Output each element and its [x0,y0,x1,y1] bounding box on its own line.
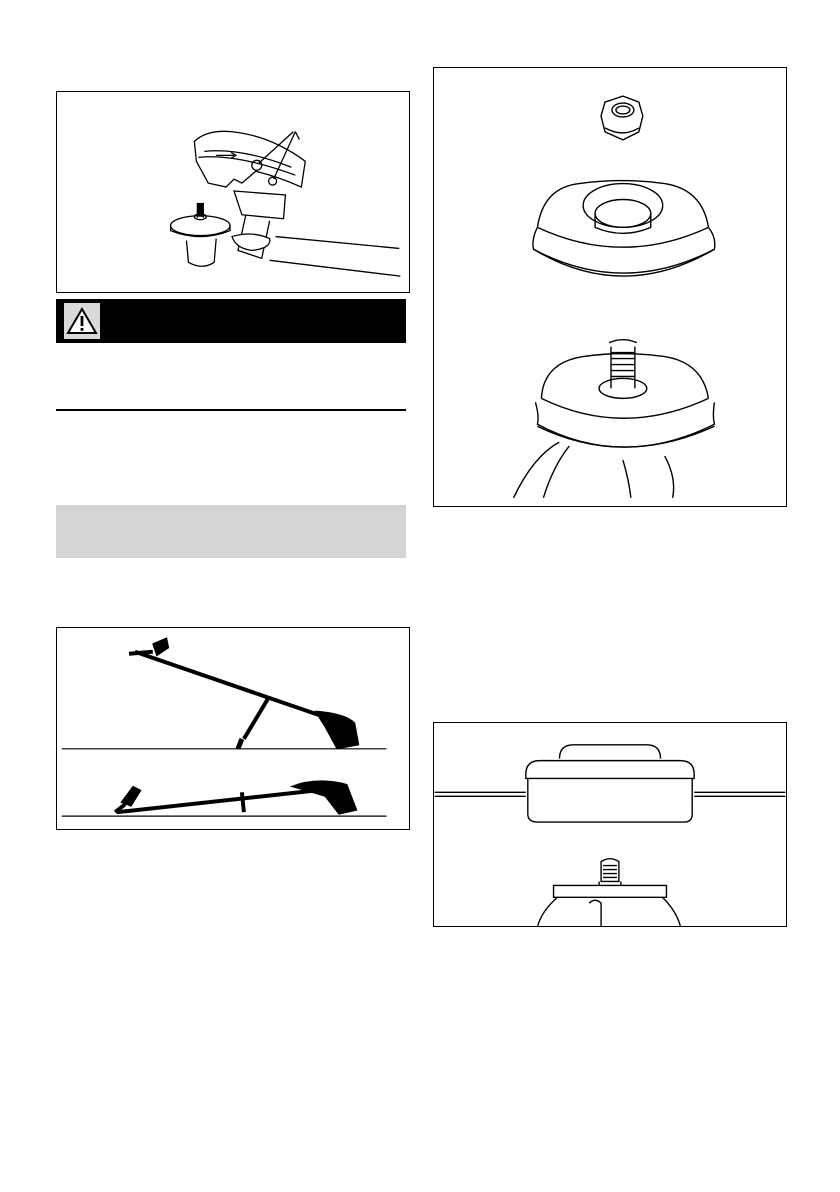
trimmer-position-illustration [57,628,409,829]
head-parts-illustration [434,68,786,506]
spool-figure [433,722,787,927]
section-divider [56,409,406,411]
note-box [56,505,406,558]
guard-figure [56,91,410,293]
trimmer-position-figure [56,627,410,830]
warning-banner [56,299,406,343]
guard-illustration [57,92,409,292]
warning-triangle-icon [64,303,100,339]
head-parts-figure [433,67,787,507]
spool-illustration [434,723,786,926]
